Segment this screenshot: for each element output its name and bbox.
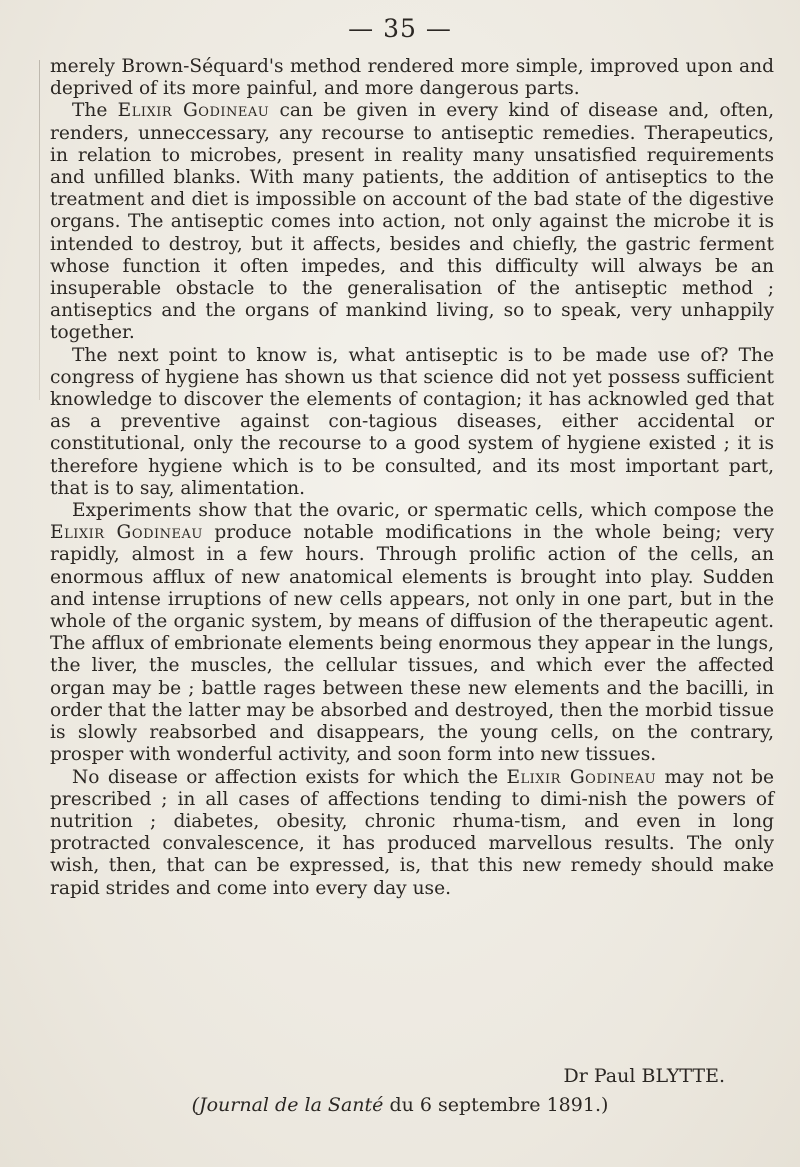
source-journal: (Journal de la Santé [191, 1094, 384, 1116]
page-number: — 35 — [348, 14, 452, 43]
paragraph-1: merely Brown-Séquard's method rendered more simple, improved upon and deprived of its more painful, and more dangerous parts. [50, 56, 774, 100]
signature: Dr Paul BLYTTE. [563, 1065, 725, 1087]
paragraph-4: Experiments show that the ovaric, or spermatic cells, which compose the Elixir Godineau produce notable modifications in the whole being; very rapidly, almost in a few hours. Through prolific action of the cells, an enormous afflux of new anatomical elements is brought into play. Sudden and intense irruptions of new cells appears, not only in one part, but in the whole of the organic system, by means of diffusion of the therapeutic agent. The afflux of embrionate elements being enormous they appear in the lungs, the liver, the muscles, the cellular tissues, and which ever the affected organ may be ; battle rages between these new elements and the bacilli, in order that the latter may be absorbed and destroyed, then the morbid tissue is slowly reabsorbed and disappears, the young cells, on the contrary, prosper with wonderful activity, and soon form into new tissues. [50, 500, 774, 766]
paragraph-3: The next point to know is, what antiseptic is to be made use of? The congress of hygiene has shown us that science did not yet possess sufficient knowledge to discover the elements of contagion; it has acknowled ged that as a preventive against con-tagious diseases, either accidental or constitutional, only the recourse to a good system of hygiene existed ; it is therefore hygiene which is to be consulted, and its most important part, that is to say, alimentation. [50, 344, 774, 499]
paragraph-2: The Elixir Godineau can be given in every kind of disease and, often, renders, unneccessary, any recourse to antiseptic remedies. Therapeutics, in relation to microbes, present in reality many unsatisfied requirements and unfilled blanks. With many patients, the addition of antiseptics to the treatment and diet is impossible on account of the bad state of the digestive organs. The antiseptic comes into action, not only against the microbe it is intended to destroy, but it affects, besides and chiefly, the gastric ferment whose function it often impedes, and this difficulty will always be an insuperable obstacle to the generalisation of the antiseptic method ; antiseptics and the organs of mankind living, so to speak, very unhappily together. [50, 100, 774, 344]
product-name: Elixir Godineau [506, 766, 657, 788]
page-edge-shadow [39, 60, 40, 400]
product-name: Elixir Godineau [50, 522, 203, 544]
product-name: Elixir Godineau [117, 100, 270, 122]
source-citation [0, 1094, 800, 1116]
article-body [50, 56, 774, 900]
paragraph-5: No disease or affection exists for which the Elixir Godineau may not be prescribed ; in all cases of affections tending to dimi-nish the powers of nutrition ; diabetes, obesity, chronic rhuma-tism, and even in long protracted convalescence, it has produced marvellous results. The only wish, then, that can be expressed, is, that this new remedy should make rapid strides and come into every day use. [50, 766, 774, 899]
source-date: du 6 septembre 1891.) [383, 1094, 609, 1116]
